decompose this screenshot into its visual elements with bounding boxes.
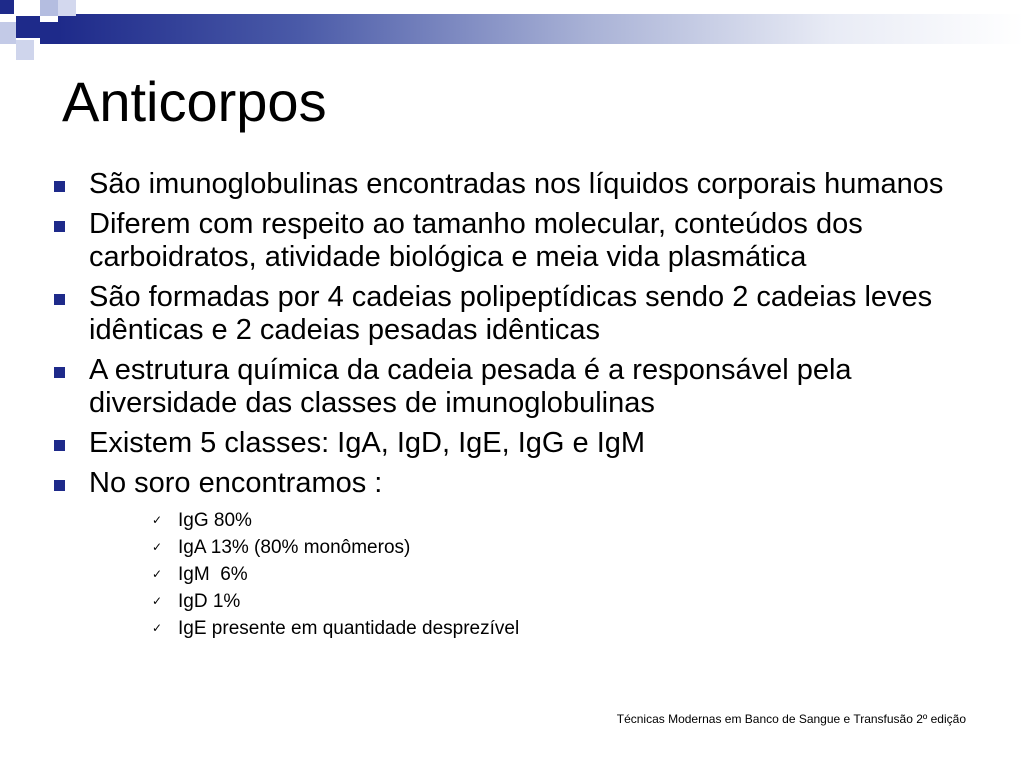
slide-content [54,168,974,642]
header-square [58,0,76,16]
bullet-item [54,354,974,420]
bullet-text: São formadas por 4 cadeias polipeptídicas sendo 2 cadeias leves idênticas e 2 cadeias pesadas idênticas [89,281,933,346]
sub-item-text: IgD 1% [178,591,241,612]
bullet-text: Diferem com respeito ao tamanho molecular, conteúdos dos carboidratos, atividade biológica e meia vida plasmática [89,208,863,273]
sub-item-text: IgE presente em quantidade desprezível [178,618,520,639]
bullet-text: No soro encontramos : [89,467,383,499]
header-square [0,22,16,44]
header-square [16,40,34,60]
header-square [40,0,58,16]
sub-item [152,615,974,642]
header-gradient-bar [58,14,1024,44]
check-icon: ✓ [152,513,163,527]
sub-item-text: IgA 13% (80% monômeros) [178,537,411,558]
header-square [16,16,40,38]
sub-item-text: IgG 80% [178,510,252,531]
footer-citation: Técnicas Modernas em Banco de Sangue e Transfusão 2º edição [616,712,966,726]
bullet-text: São imunoglobulinas encontradas nos líquidos corporais humanos [89,168,944,200]
bullet-list [54,168,974,500]
sub-bullet-list [54,507,974,642]
header-square [40,22,58,44]
bullet-item [54,168,974,201]
bullet-text: Existem 5 classes: IgA, IgD, IgE, IgG e IgM [89,427,646,459]
bullet-text: A estrutura química da cadeia pesada é a responsável pela diversidade das classes de imunoglobulinas [89,354,852,419]
bullet-item [54,208,974,274]
bullet-item [54,467,974,500]
slide-title: Anticorpos [62,70,327,133]
check-icon: ✓ [152,621,163,635]
bullet-item [54,281,974,347]
sub-item-text: IgM 6% [178,564,248,585]
square-bullet-icon [54,440,65,451]
square-bullet-icon [54,480,65,491]
sub-item [152,534,974,561]
check-icon: ✓ [152,540,163,554]
header-square [0,0,14,14]
square-bullet-icon [54,367,65,378]
check-icon: ✓ [152,594,163,608]
sub-item [152,561,974,588]
square-bullet-icon [54,294,65,305]
sub-item [152,507,974,534]
square-bullet-icon [54,221,65,232]
bullet-item [54,427,974,460]
square-bullet-icon [54,181,65,192]
sub-item [152,588,974,615]
check-icon: ✓ [152,567,163,581]
